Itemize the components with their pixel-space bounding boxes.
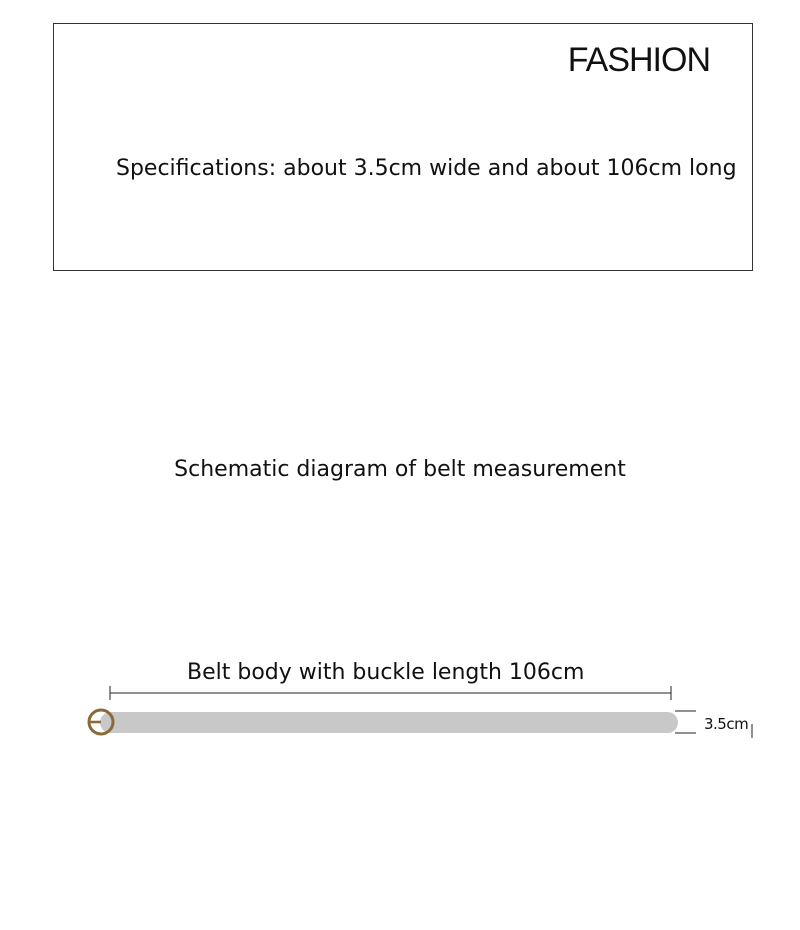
width-label: 3.5cm (704, 715, 749, 733)
belt-body (100, 712, 678, 733)
diagram-title: Schematic diagram of belt measurement (174, 457, 626, 482)
brand-title: FASHION (567, 41, 710, 79)
specifications-text: Specifications: about 3.5cm wide and about 106cm long (116, 156, 737, 181)
length-dimension-line (110, 686, 671, 700)
length-label: Belt body with buckle length 106cm (187, 660, 585, 685)
